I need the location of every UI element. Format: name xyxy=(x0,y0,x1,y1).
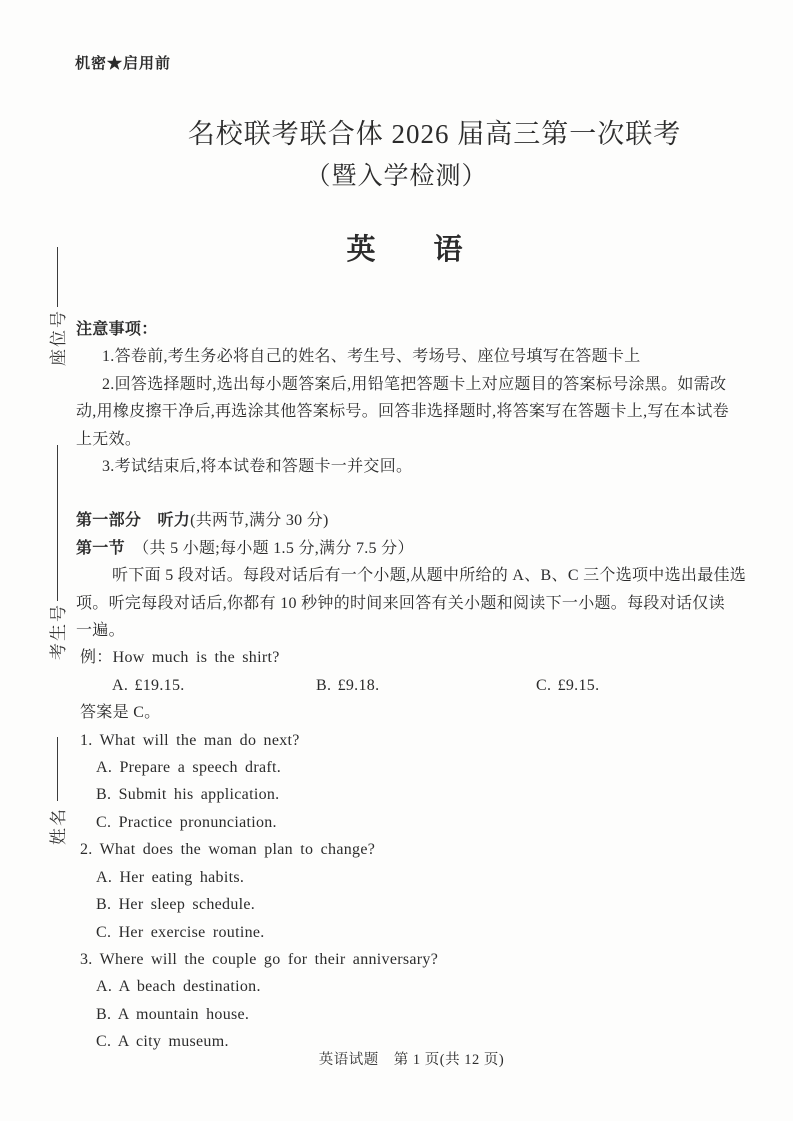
example-option-c: C. £9.15. xyxy=(536,676,600,694)
exam-subtitle: （暨入学检测） xyxy=(305,163,488,190)
question-text xyxy=(76,946,745,973)
option-line: A. A beach destination. xyxy=(96,978,261,996)
question-number: 3. xyxy=(80,950,93,968)
part1-heading xyxy=(76,507,745,534)
section1-heading-bold: 第一节 xyxy=(76,539,125,557)
question-text xyxy=(76,727,745,754)
seat-number-label: 座位号 xyxy=(49,309,68,366)
subject-title: 英 语 xyxy=(346,234,463,266)
part1-heading-rest: (共两节,满分 30 分) xyxy=(190,512,329,530)
exam-body xyxy=(0,316,793,1056)
option-line: A. Her eating habits. xyxy=(96,868,245,886)
question-text xyxy=(76,836,745,863)
page-footer: 英语试题 第 1 页(共 12 页) xyxy=(318,1052,505,1068)
part1-heading-bold: 第一部分 听力 xyxy=(76,512,191,530)
question-stem: What does the woman plan to change? xyxy=(99,841,376,859)
notice-line-3: 动,用橡皮擦干净后,再选涂其他答案标号。回答非选择题时,将答案写在答题卡上,写在本试卷 xyxy=(76,403,729,421)
listening-intro-line-2: 项。听完每段对话后,你都有 10 秒钟的时间来回答有关小题和阅读下一小题。每段对话仅读 xyxy=(76,594,725,612)
option-line: B. Submit his application. xyxy=(96,786,280,804)
seat-number-blank-line xyxy=(57,247,58,307)
option-line: C. Practice pronunciation. xyxy=(96,813,277,831)
example-options-row xyxy=(76,672,745,699)
example-answer: 答案是 C。 xyxy=(80,704,161,722)
section1-heading-rest: （共 5 小题;每小题 1.5 分,满分 7.5 分） xyxy=(124,539,414,557)
notice-line-1: 1.答卷前,考生务必将自己的姓名、考生号、考场号、座位号填写在答题卡上 xyxy=(102,348,641,366)
option-line: B. Her sleep schedule. xyxy=(96,896,256,914)
option-line: C. A city museum. xyxy=(96,1033,229,1051)
example-option-b: B. £9.18. xyxy=(316,676,380,694)
notice-line-2: 2.回答选择题时,选出每小题答案后,用铅笔把答题卡上对应题目的答案标号涂黑。如需改 xyxy=(102,375,727,393)
example-option-a: A. £19.15. xyxy=(112,676,185,694)
question-item-2 xyxy=(76,836,745,946)
question-item-3 xyxy=(76,946,745,1056)
confidential-notice: 机密★启用前 xyxy=(75,56,172,72)
notice-line-4: 上无效。 xyxy=(76,430,142,448)
name-label: 姓名 xyxy=(49,807,68,845)
candidate-number-label: 考生号 xyxy=(49,603,68,660)
option-line: A. Prepare a speech draft. xyxy=(96,759,282,777)
notice-heading: 注意事项： xyxy=(76,321,158,338)
option-line: B. A mountain house. xyxy=(96,1005,250,1023)
question-number: 2. xyxy=(80,841,93,859)
question-stem: Where will the couple go for their anniversary? xyxy=(99,950,439,968)
question-number: 1. xyxy=(80,731,93,749)
section1-heading xyxy=(76,535,745,562)
option-line: C. Her exercise routine. xyxy=(96,923,265,941)
exam-title: 名校联考联合体 2026 届高三第一次联考 xyxy=(187,119,682,149)
question-stem: What will the man do next? xyxy=(99,731,300,749)
listening-intro-line-1: 听下面 5 段对话。每段对话后有一个小题,从题中所给的 A、B、C 三个选项中选出最佳选 xyxy=(112,567,747,585)
example-prompt: 例：How much is the shirt? xyxy=(80,649,280,667)
listening-intro-line-3: 一遍。 xyxy=(76,622,125,640)
notice-line-5: 3.考试结束后,将本试卷和答题卡一并交回。 xyxy=(102,458,413,476)
question-item-1 xyxy=(76,727,745,837)
